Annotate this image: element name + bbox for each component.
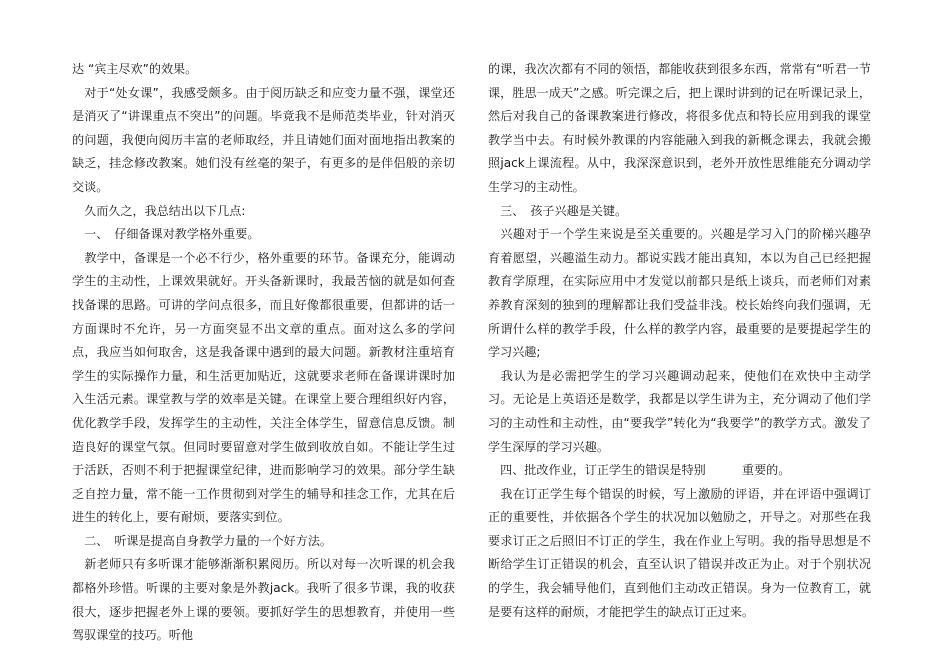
paragraph: 我在订正学生每个错误的时候，写上激励的评语，并在评语中强调订正的重要性，并依据各个学生的状况加以勉励之，开导之。对那些在我要求订正之后照旧不订正的学生，我在作业上写明。我的指导思想是不断给学生订正错误的机会，直至认识了错误并改正为止。对于个别状况的学生，我会辅导他们，直到他们主动改正错误。身为一位教育工，就是要有这样的耐烦，才能把学生的缺点订正过来。 (488, 486, 871, 619)
paragraph: 教学中，备课是一个必不行少，格外重要的环节。备课充分，能调动学生的主动性，上课效果就好。开头备新课时，我最苦恼的就是如何查找备课的思路。可讲的学问点很多，而且好像都很重要，但都讲的话一方面课时不允许，另一方面突显不出文章的重点。面对这么多的学问点，我应当如何取舍，这是我备课中遇到的最大问题。新教材注重培育学生的实际操作力量，和生活更加贴近，这就要求老师在备课讲课时加入生活元素。课堂教与学的效率是关键。在课堂上要合理组织好内容，优化教学手段，发挥学生的主动性，关注全体学生，留意信息反馈。制造良好的课堂气氛。但同时要留意对学生做到收放自如。不能让学生过于活跃，否则不利于把握课堂纪律，进而影响学习的效果。部分学生缺乏自控力量，常不能一工作贯彻到对学生的辅导和挂念工作，尤其在后进生的转化上，要有耐烦，要落实到位。 (72, 250, 455, 525)
paragraph: 兴趣对于一个学生来说是至关重要的。兴趣是学习入门的阶梯兴趣孕育着愿望，兴趣溢生动力。都说实践才能出真知，本以为自己已经把握教育学原理，在实际应用中才发觉以前都只是纸上谈兵，而老师们对素养教育深刻的独到的理解都让我们受益非浅。校长始终向我们强调，无所谓什么样的教学手段，什么样的教学内容，最重要的是要提起学生的学习兴趣; (488, 227, 871, 360)
section-heading: 一、 仔细备课对教学格外重要。 (72, 227, 260, 242)
paragraph: 对于“处女课”，我感受颇多。由于阅历缺乏和应变力量不强，课堂还是消灭了“讲课重点不突出”的问题。毕竟我不是师范类毕业，针对消灭的问题，我便向阅历丰富的老师取经，并且请她们面对面地指出教案的缺乏，挂念修改教案。她们没有丝毫的架子，有更多的是伴侣般的亲切交谈。 (72, 85, 455, 194)
paragraph: 久而久之，我总结出以下几点: (72, 203, 246, 218)
section-heading: 四、批改作业，订正学生的错误是特别 重要的。 (488, 463, 791, 478)
paragraph: 新老师只有多听课才能够渐渐积累阅历。所以对每一次听课的机会我都格外珍惜。听课的主要对象是外教jack。我听了很多节课，我的收获很大，逐步把握老外上课的要领。要抓好学生的思想教育，并使用一些驾驭课堂的技巧。听他 (72, 557, 455, 643)
section-heading: 三、 孩子兴趣是关键。 (488, 203, 628, 218)
paragraph: 的课，我次次都有不同的领悟，都能收获到很多东西，常常有“听君一节课，胜思一成天”之感。听完课之后，把上课时讲到的记在听课记录上，然后对我自己的备课教案进行修改，将很多优点和特长应用到我的课堂教学当中去。有时候外教课的内容能融入到我的新概念课去，我就会搬照jack上课流程。从中，我深深意识到，老外开放性思维能充分调动学生学习的主动性。 (488, 62, 871, 194)
paragraph: 我认为是必需把学生的学习兴趣调动起来，使他们在欢快中主动学习。无论是上英语还是数学，我都是以学生讲为主，充分调动了他们学习的主动性和主动性，由“要我学”转化为“我要学”的教学方式。激发了学生深厚的学习兴趣。 (488, 368, 871, 454)
right-column (488, 58, 871, 624)
paragraph: 达 “宾主尽欢”的效果。 (72, 62, 198, 76)
section-heading: 二、 听课是提高自身教学力量的一个好方法。 (72, 533, 333, 548)
left-column (72, 58, 455, 648)
